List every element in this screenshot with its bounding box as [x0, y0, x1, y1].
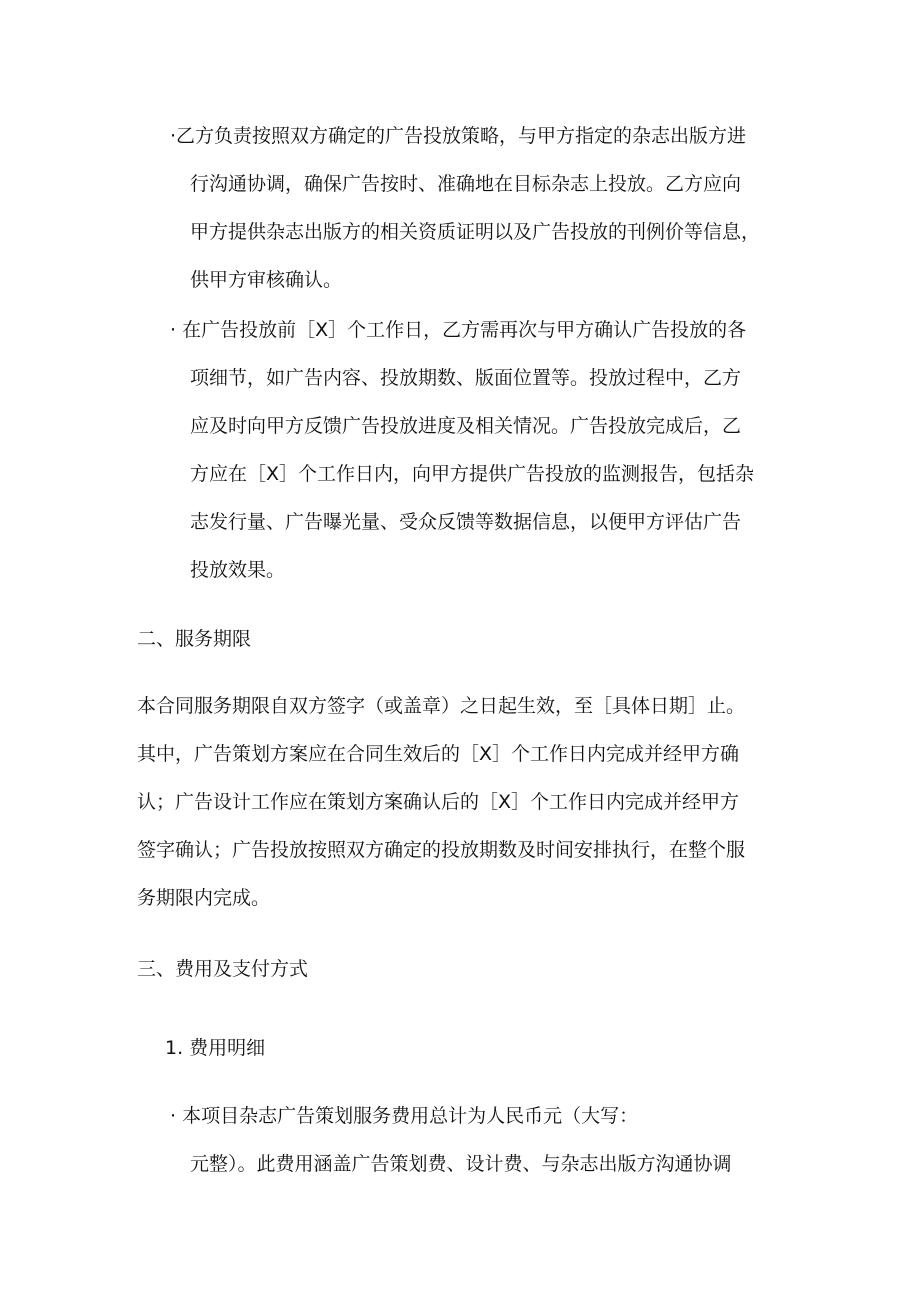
section-2-heading: 二、服务期限 — [137, 628, 252, 650]
section-2-para-line-4: 签字确认；广告投放按照双方确定的投放期数及时间安排执行，在整个服 — [137, 839, 746, 861]
section-2-para-line-5: 务期限内完成。 — [137, 887, 271, 909]
bullet-1-line-2: 行沟通协调，确保广告按时、准确地在目标杂志上投放。乙方应向 — [190, 173, 742, 195]
bullet-2-line-3: 应及时向甲方反馈广告投放进度及相关情况。广告投放完成后，乙 — [190, 415, 742, 437]
bullet-2-line-2: 项细节，如广告内容、投放期数、版面位置等。投放过程中，乙方 — [190, 367, 742, 389]
section-2-para-line-1: 本合同服务期限自双方签字（或盖章）之日起生效，至［具体日期］止。 — [137, 695, 746, 717]
bullet-2-line-5: 志发行量、广告曝光量、受众反馈等数据信息，以便甲方评估广告 — [190, 511, 742, 533]
bullet-1-line-1: ·乙方负责按照双方确定的广告投放策略，与甲方指定的杂志出版方进 — [170, 125, 747, 147]
bullet-2-line-4: 方应在［X］个工作日内，向甲方提供广告投放的监测报告，包括杂 — [190, 463, 755, 485]
bullet-1-line-4: 供甲方审核确认。 — [190, 269, 343, 291]
section-3-bullet-line-2: 元整）。此费用涵盖广告策划费、设计费、与杂志出版方沟通协调 — [190, 1153, 732, 1175]
section-2-para-line-2: 其中，广告策划方案应在合同生效后的［X］个工作日内完成并经甲方确 — [137, 743, 740, 765]
section-3-heading: 三、费用及支付方式 — [137, 958, 309, 980]
section-3-bullet-line-1: · 本项目杂志广告策划服务费用总计为人民币元（大写： — [170, 1105, 639, 1127]
bullet-1-line-3: 甲方提供杂志出版方的相关资质证明以及广告投放的刊例价等信息， — [190, 221, 761, 243]
bullet-2-line-6: 投放效果。 — [190, 559, 286, 581]
section-2-para-line-3: 认；广告设计工作应在策划方案确认后的［X］个工作日内完成并经甲方 — [137, 791, 740, 813]
bullet-2-line-1: · 在广告投放前［X］个工作日，乙方需再次与甲方确认广告投放的各 — [170, 319, 747, 341]
section-3-sub-heading: 1. 费用明细 — [165, 1037, 266, 1059]
